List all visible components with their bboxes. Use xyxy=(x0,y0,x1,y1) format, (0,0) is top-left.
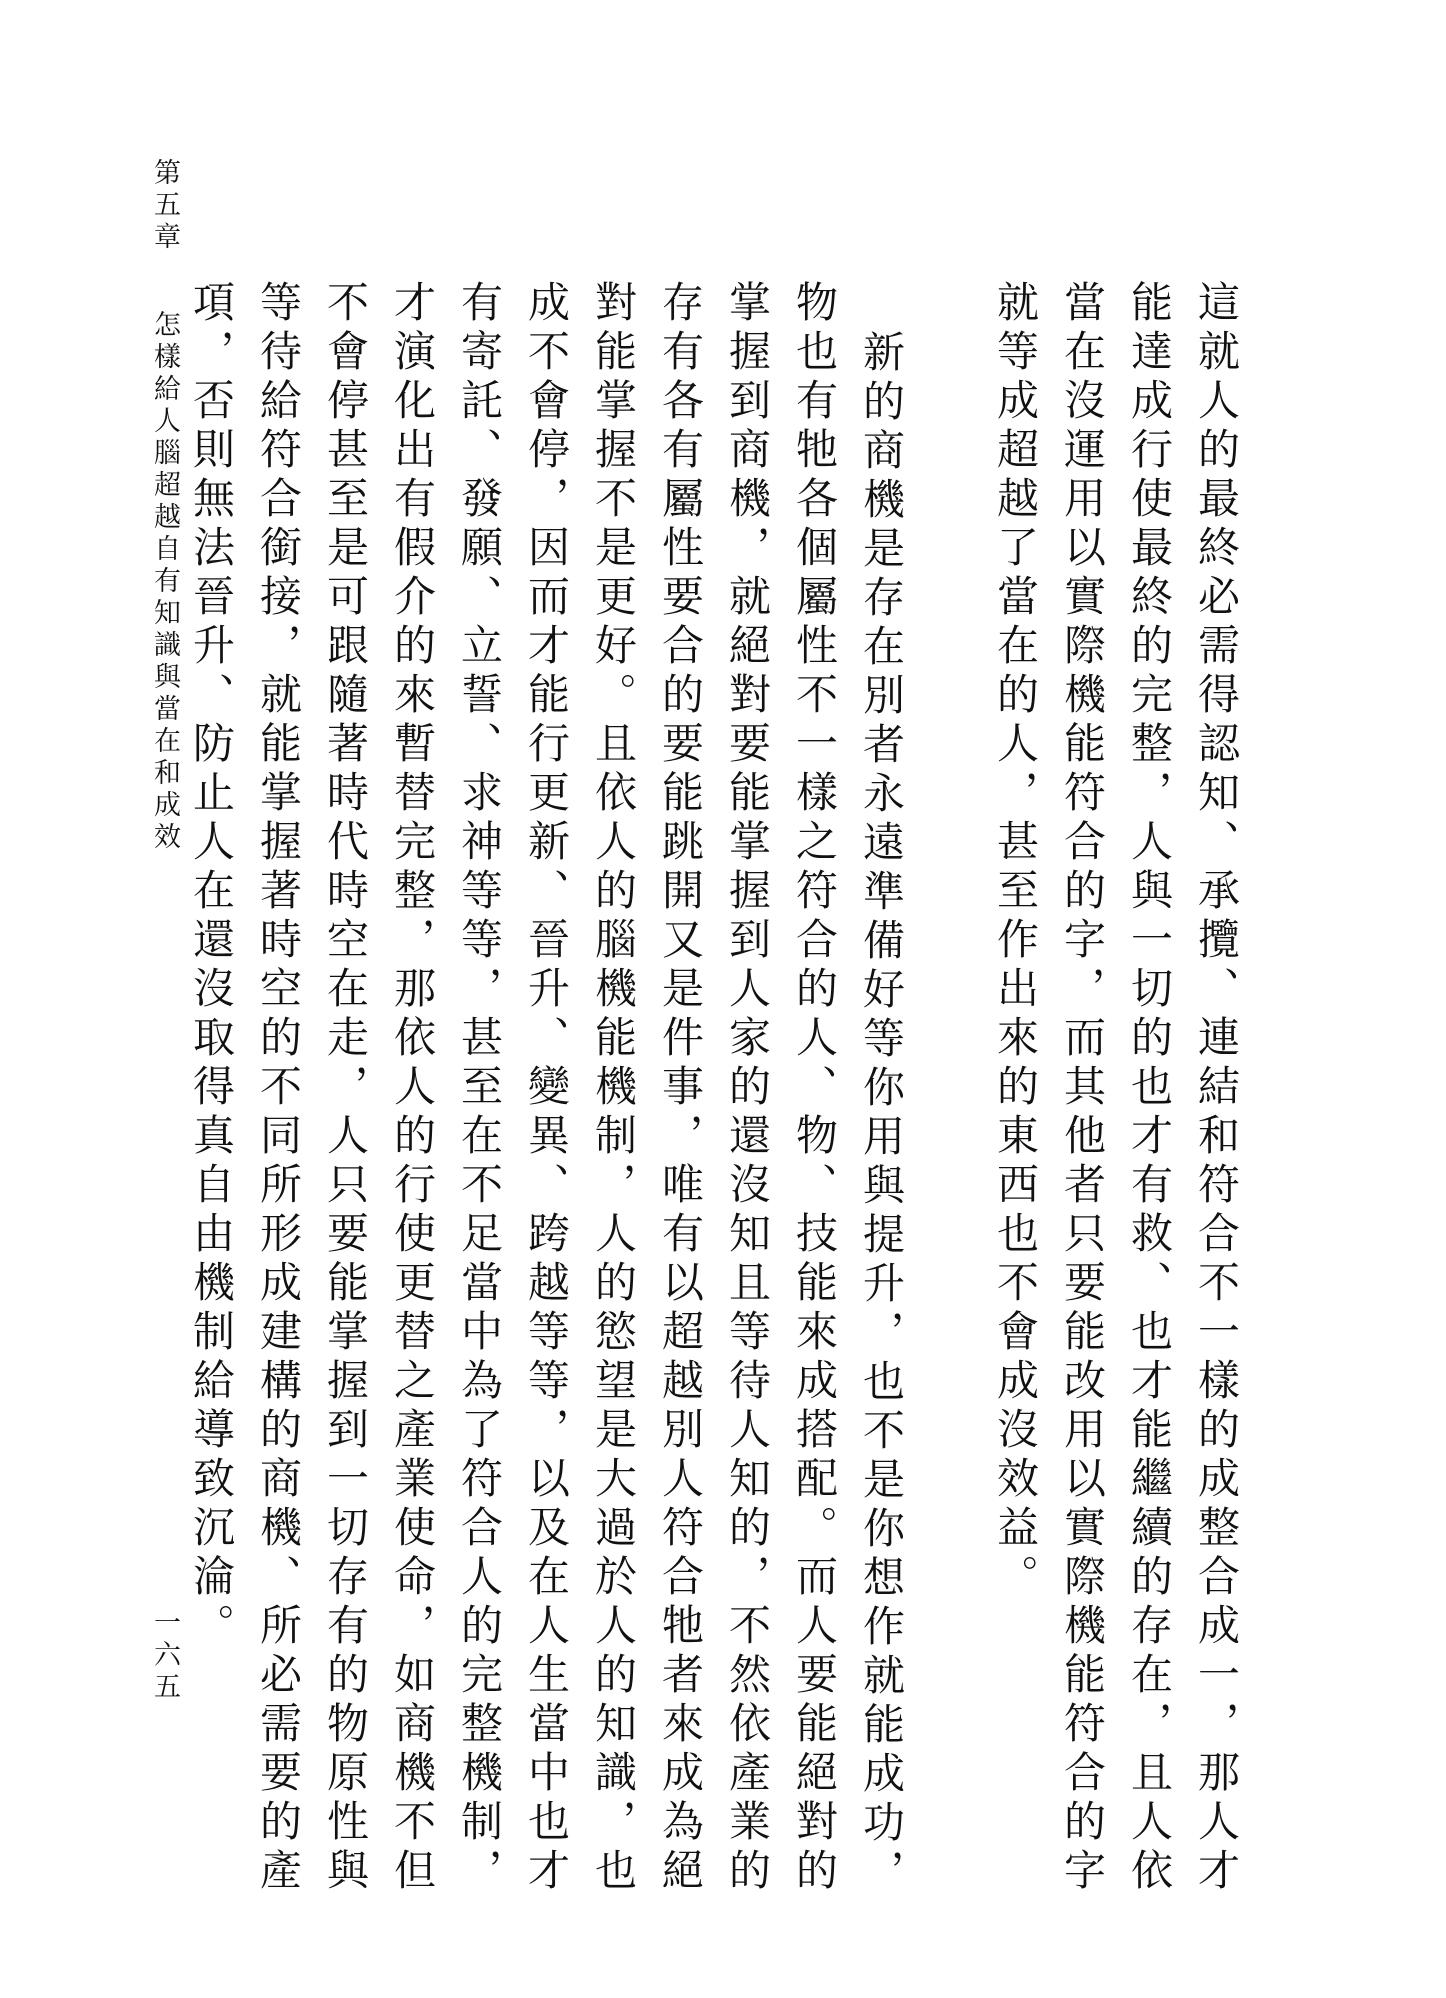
running-head xyxy=(146,158,182,854)
page-number: 一六五 xyxy=(149,1608,180,1704)
paragraph: 新的商機是存在別者永遠準備好等你用與提升，也不是你想作就能成功，物也有牠各個屬性不一樣之符合的人、物、技能來成搭配。而人要能絕對的掌握到商機，就絕對要能掌握到人家的還沒知且等待人知的，不然依產業的存有各有屬性要合的要能跳開又是件事，唯有以超越別人符合牠者來成為絕對能掌握不是更好。且依人的腦機能機制，人的慾望是大過於人的知識，也成不會停，因而才能行更新、晉升、變異、跨越等等，以及在人生當中也才有寄託、發願、立誓、求神等等，甚至在不足當中為了符合人的完整機制，才演化出有假介的來暫替完整，那依人的行使更替之產業使命，如商機不但不會停甚至是可跟隨著時代時空在走，人只要能掌握到一切存有的物原性與等待給符合銜接，就能掌握著時空的不同所形成建構的商機、所必需要的產項，否則無法晉升、防止人在還沒取得真自由機制給導致沉淪。 xyxy=(187,280,906,1899)
paragraph: 這就人的最終必需得認知、承攬、連結和符合不一樣的成整合成一，那人才能達成行使最終的完整，人與一切的也才有救、也才能繼續的存在，且人依當在沒運用以實際機能符合的字，而其他者只要能改用以實際機能符合的字就等成超越了當在的人，甚至作出來的東西也不會成沒效益。 xyxy=(991,280,1241,1897)
main-text xyxy=(187,280,1250,1920)
chapter-label: 第五章 xyxy=(149,158,180,254)
chapter-title: 怎樣給人腦超越自有知識與當在和成效 xyxy=(149,310,180,854)
